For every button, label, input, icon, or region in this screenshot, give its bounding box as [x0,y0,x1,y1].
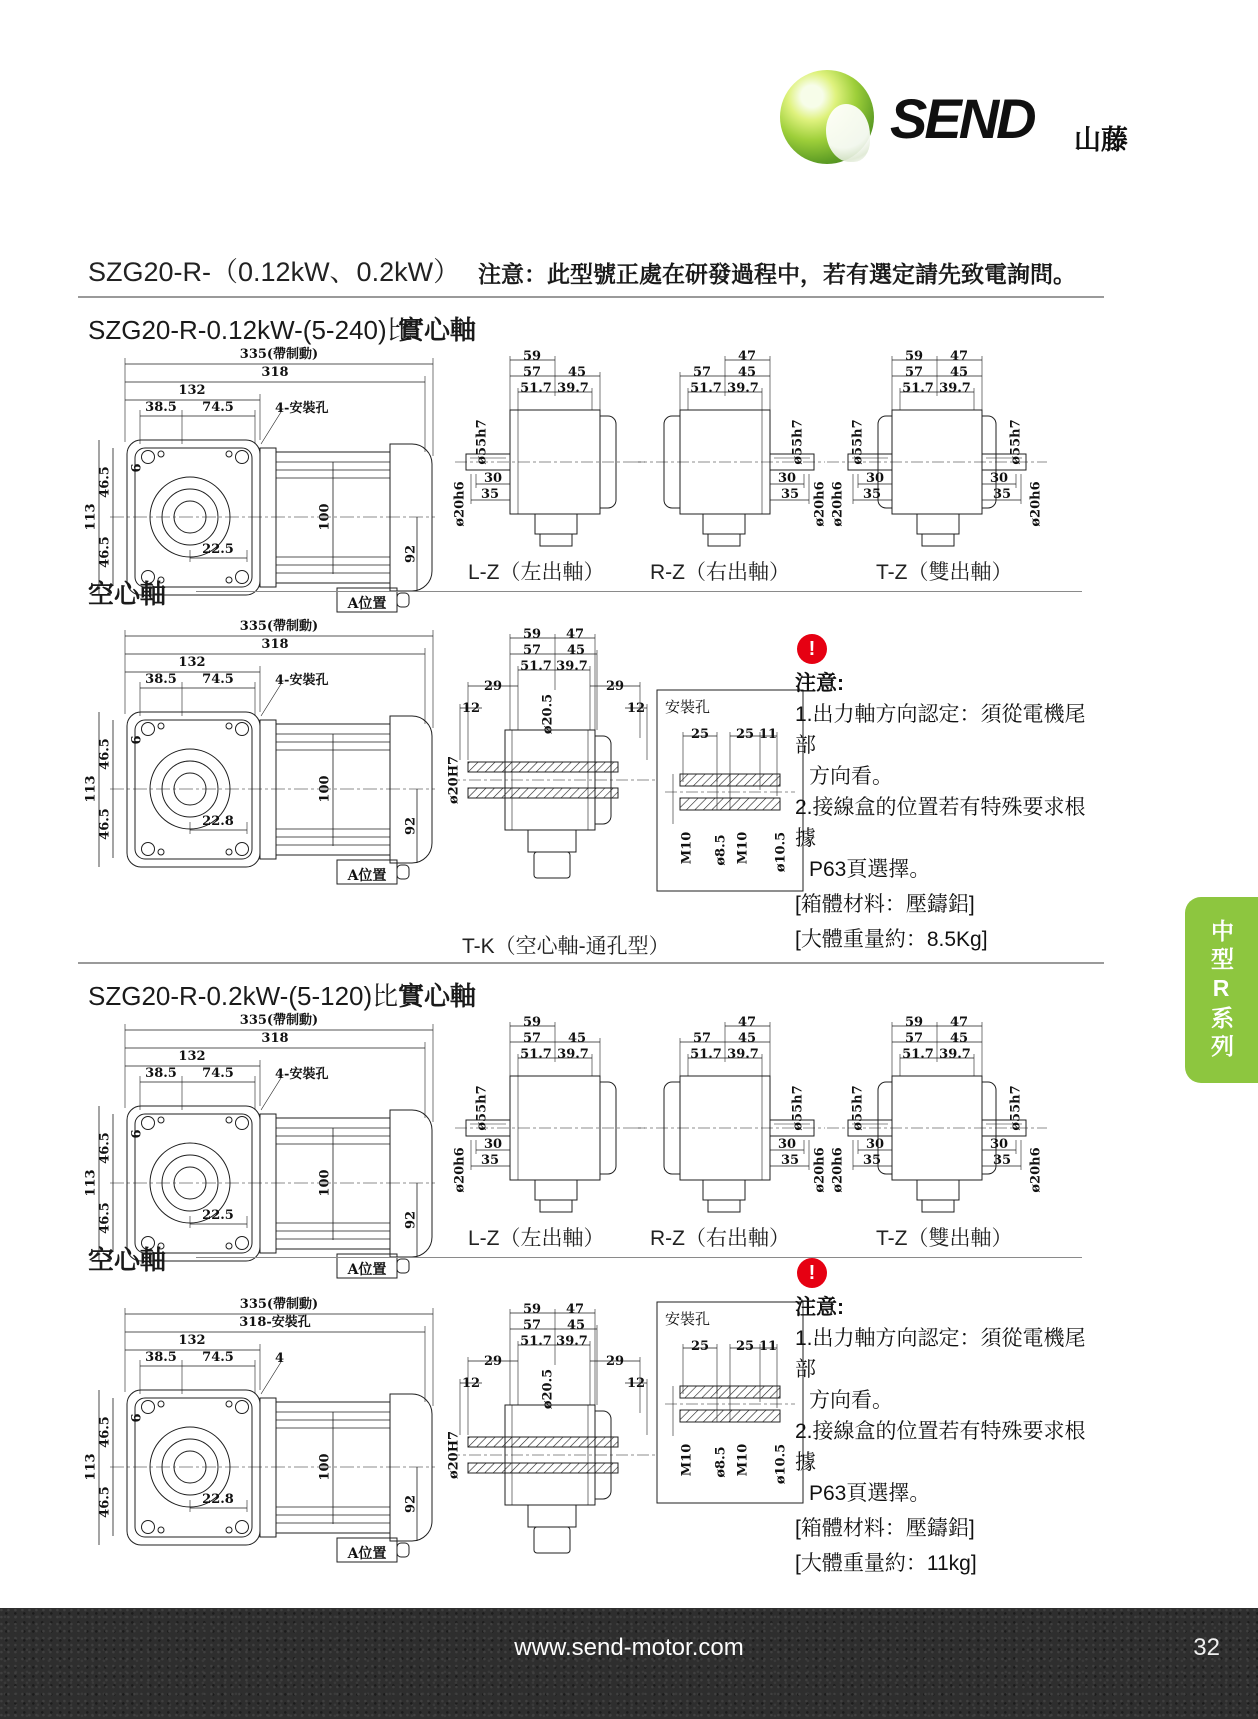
page-title: SZG20-R-（0.12kW、0.2kW） [88,257,461,287]
dim-51-7: 51.7 [520,1334,552,1349]
dim-total: 335(帶制動) [239,619,319,634]
dim-10-5: ø10.5 [773,831,789,873]
notes-line-4: P63頁選擇。 [809,1482,931,1505]
dim-m10-b: M10 [735,1443,751,1477]
dim-57: 57 [522,365,542,380]
brand-text-cn: 山藤 [1074,125,1128,155]
front-view-hollow-1 [83,619,440,887]
dim-57: 57 [904,1031,924,1046]
rz-label: R-Z（右出軸） [650,1227,790,1250]
dim-shaft-dia: ø55h7 [474,419,490,465]
dim-m10-b: M10 [735,831,751,865]
dim-mount-holes: 4-安裝孔 [275,673,329,688]
rz-view-1 [630,349,830,552]
dim-45: 45 [737,1031,757,1046]
dim-8-5: ø8.5 [713,1446,729,1478]
dim-45: 45 [566,1318,586,1333]
dim-m10-a: M10 [679,831,695,865]
dim-center: 22.8 [202,814,234,829]
dim-bore-dia-right: ø20h6 [1028,481,1044,527]
dim-12-right: 12 [626,1376,646,1391]
tk-drawing [440,627,670,910]
dim-59: 59 [522,1015,542,1030]
front-view-drawing [85,619,440,887]
dim-length: 318-安裝孔 [239,1315,311,1330]
dim-29-left: 29 [483,1354,503,1369]
tz-label: T-Z（雙出軸） [876,1227,1013,1250]
dim-motor-height: 100 [317,1453,333,1481]
dim-center: 22.8 [202,1492,234,1507]
dim-51-7: 51.7 [902,1047,934,1062]
dim-57: 57 [692,1031,712,1046]
notes-block-1 [795,668,1095,955]
section-1-title: SZG20-R-0.12kW-(5-240)比 [88,315,413,345]
dim-46-5-lower: 46.5 [97,1202,113,1234]
dim-width: 132 [178,383,206,398]
dim-bore-dia-right: ø20h6 [1028,1147,1044,1193]
dim-39-7: 39.7 [556,1334,588,1349]
dim-29-right: 29 [605,679,625,694]
brand-text: SEND [890,87,1034,150]
notes-line-3: 2.接線盒的位置若有特殊要求根據 [795,1420,1086,1474]
dim-total: 335(帶制動) [239,347,319,362]
mount-hole-box-2 [655,1300,805,1505]
lz-label: L-Z（左出軸） [468,561,605,584]
page-footer [0,1608,1258,1719]
divider [78,296,1104,298]
dim-m10-a: M10 [679,1443,695,1477]
page-number: 32 [1193,1634,1220,1661]
dim-38-5: 38.5 [145,1066,177,1081]
dim-6: 6 [129,463,145,473]
hollow-axis-label-2: 空心軸 [88,1245,167,1275]
rz-view-2 [630,1015,830,1218]
mount-box-title: 安裝孔 [665,699,711,716]
dim-total: 335(帶制動) [239,1297,319,1312]
tz-view-2 [822,1015,1052,1218]
dim-38-5: 38.5 [145,400,177,415]
notes-line-2: 方向看。 [809,765,893,788]
notes-title: 注意: [795,1296,844,1319]
hollow-axis-label-1: 空心軸 [88,579,167,609]
dim-motor-depth: 92 [403,1494,419,1514]
notes-line-3: 2.接線盒的位置若有特殊要求根據 [795,796,1086,850]
dim-width: 132 [178,1333,206,1348]
dim-39-7: 39.7 [556,659,588,674]
dim-length: 318 [261,365,289,380]
dim-6: 6 [129,1413,145,1423]
dim-bore-dia: ø20h6 [452,481,468,527]
dim-6: 6 [129,1129,145,1139]
dim-29-left: 29 [483,679,503,694]
dim-59: 59 [522,627,542,642]
front-view-drawing [85,1297,440,1565]
dim-30-right: 30 [989,1137,1009,1152]
mount-box-title: 安裝孔 [665,1311,711,1328]
dim-10-5: ø10.5 [773,1443,789,1485]
dim-30-right: 30 [989,471,1009,486]
dim-mount-holes: 4 [275,1351,285,1366]
dim-motor-depth: 92 [403,816,419,836]
dim-38-5: 38.5 [145,1350,177,1365]
logo-sphere-icon [780,70,874,164]
dim-width: 132 [178,1049,206,1064]
dim-bore-dia: ø20h6 [452,1147,468,1193]
dim-46-5-upper: 46.5 [97,738,113,770]
dim-35-right: 35 [992,487,1012,502]
dim-motor-height: 100 [317,775,333,803]
tz-label: T-Z（雙出軸） [876,561,1013,584]
dim-hole: ø20H7 [446,1430,462,1480]
dim-25-b: 25 [735,1339,755,1354]
dim-motor-height: 100 [317,1169,333,1197]
dim-8-5: ø8.5 [713,834,729,866]
dim-11: 11 [758,727,778,742]
notes-material: [箱體材料：壓鑄鋁] [795,1517,975,1540]
dim-46-5-lower: 46.5 [97,536,113,568]
dim-51-7: 51.7 [520,381,552,396]
dim-shaft-dia: ø55h7 [474,1085,490,1131]
dim-47: 47 [565,1302,585,1317]
dim-74-5: 74.5 [202,1350,234,1365]
dim-45: 45 [566,643,586,658]
dim-30: 30 [777,471,797,486]
dim-height: 113 [83,1169,99,1197]
dim-45: 45 [949,365,969,380]
dim-bore-dia-left: ø20h6 [830,1147,846,1193]
dim-39-7: 39.7 [557,1047,589,1062]
dim-57: 57 [692,365,712,380]
section-2-solid-label: 實心軸 [398,981,477,1011]
website-url: www.send-motor.com [514,1634,744,1661]
dim-35-left: 35 [862,487,882,502]
notes-line-2: 方向看。 [809,1389,893,1412]
dim-35-left: 35 [862,1153,882,1168]
series-side-tab [1185,897,1258,1083]
dim-39-7: 39.7 [727,381,759,396]
dim-59: 59 [904,349,924,364]
dim-height: 113 [83,775,99,803]
dim-length: 318 [261,637,289,652]
dim-6: 6 [129,735,145,745]
divider [196,1257,1082,1258]
dim-shaft-dia: ø55h7 [790,419,806,465]
dim-12-left: 12 [461,1376,481,1391]
a-position-label: A位置 [347,1546,387,1562]
dim-length: 318 [261,1031,289,1046]
tz-view-1 [822,349,1052,552]
dim-bore: ø20.5 [540,1368,556,1410]
dim-57: 57 [904,365,924,380]
dim-74-5: 74.5 [202,400,234,415]
dim-74-5: 74.5 [202,1066,234,1081]
lz-view-1 [450,349,650,552]
dim-11: 11 [758,1339,778,1354]
section-1-solid-label: 實心軸 [398,315,477,345]
dim-bore-dia: ø20h6 [812,1147,828,1193]
dim-25-a: 25 [690,727,710,742]
dim-motor-height: 100 [317,503,333,531]
dim-47: 47 [737,1015,757,1030]
front-view-hollow-2 [83,1297,440,1565]
dim-45: 45 [567,1031,587,1046]
notes-weight: [大體重量約：11kg] [795,1552,977,1575]
dim-46-5-lower: 46.5 [97,808,113,840]
dev-note: 注意：此型號正處在研發過程中，若有選定請先致電詢問。 [478,261,1076,287]
dim-57: 57 [522,643,542,658]
dim-39-7: 39.7 [557,381,589,396]
dim-39-7: 39.7 [939,1047,971,1062]
dim-29-right: 29 [605,1354,625,1369]
dim-height: 113 [83,503,99,531]
dim-bore: ø20.5 [540,693,556,735]
dim-hole: ø20H7 [446,755,462,805]
dim-57: 57 [522,1031,542,1046]
dim-45: 45 [949,1031,969,1046]
dim-width: 132 [178,655,206,670]
dim-shaft-dia-right: ø55h7 [1008,419,1024,465]
dim-35: 35 [780,1153,800,1168]
dim-35: 35 [780,487,800,502]
dim-39-7: 39.7 [939,381,971,396]
notes-material: [箱體材料：壓鑄鋁] [795,893,975,916]
dim-motor-depth: 92 [403,544,419,564]
dim-59: 59 [522,1302,542,1317]
dim-38-5: 38.5 [145,672,177,687]
dim-47: 47 [949,1015,969,1030]
divider [196,591,1082,592]
series-side-tab-label: 中型R系列 [1208,918,1234,1062]
rz-label: R-Z（右出軸） [650,561,790,584]
dim-shaft-dia-left: ø55h7 [850,1085,866,1131]
notes-line-1: 1.出力軸方向認定：須從電機尾部 [795,703,1086,757]
tk-view-1 [440,627,670,910]
dim-46-5-upper: 46.5 [97,466,113,498]
dim-46-5-upper: 46.5 [97,1132,113,1164]
dim-bore-dia: ø20h6 [812,481,828,527]
dim-45: 45 [567,365,587,380]
lz-view-2 [450,1015,650,1218]
dim-25-a: 25 [690,1339,710,1354]
dim-47: 47 [737,349,757,364]
dim-total: 335(帶制動) [239,1013,319,1028]
dim-30-left: 30 [865,471,885,486]
dim-30: 30 [777,1137,797,1152]
dim-shaft-dia-right: ø55h7 [1008,1085,1024,1131]
tk-view-2 [440,1302,670,1585]
section-2-title: SZG20-R-0.2kW-(5-120)比 [88,981,399,1011]
notes-title: 注意: [795,672,844,695]
dim-shaft-dia: ø55h7 [790,1085,806,1131]
dim-51-7: 51.7 [690,1047,722,1062]
dim-35: 35 [480,1153,500,1168]
dim-35: 35 [480,487,500,502]
dim-motor-depth: 92 [403,1210,419,1230]
dim-51-7: 51.7 [690,381,722,396]
dim-59: 59 [522,349,542,364]
a-position-label: A位置 [347,596,387,612]
dim-30: 30 [483,1137,503,1152]
dim-shaft-dia-left: ø55h7 [850,419,866,465]
alert-icon: ! [797,1258,827,1288]
logo [722,66,1132,172]
mount-hole-box-1 [655,688,805,893]
divider [78,962,1104,964]
alert-icon: ! [797,634,827,664]
dim-45: 45 [737,365,757,380]
dim-59: 59 [904,1015,924,1030]
dim-25-b: 25 [735,727,755,742]
dim-12-right: 12 [626,701,646,716]
dim-12-left: 12 [461,701,481,716]
dim-47: 47 [565,627,585,642]
notes-line-4: P63頁選擇。 [809,858,931,881]
dim-57: 57 [522,1318,542,1333]
a-position-label: A位置 [347,1262,387,1278]
dim-51-7: 51.7 [520,659,552,674]
dim-46-5-lower: 46.5 [97,1486,113,1518]
dim-51-7: 51.7 [520,1047,552,1062]
dim-center: 22.5 [202,542,234,557]
dim-39-7: 39.7 [727,1047,759,1062]
lz-label: L-Z（左出軸） [468,1227,605,1250]
dim-mount-holes: 4-安裝孔 [275,401,329,416]
dim-46-5-upper: 46.5 [97,1416,113,1448]
notes-block-2 [795,1292,1095,1579]
a-position-label: A位置 [347,868,387,884]
dim-height: 113 [83,1453,99,1481]
dim-47: 47 [949,349,969,364]
dim-bore-dia-left: ø20h6 [830,481,846,527]
tk-label: T-K（空心軸-通孔型） [462,935,670,958]
dim-center: 22.5 [202,1208,234,1223]
notes-weight: [大體重量約：8.5Kg] [795,928,988,951]
dim-30: 30 [483,471,503,486]
dim-30-left: 30 [865,1137,885,1152]
tk-drawing [440,1302,670,1585]
dim-51-7: 51.7 [902,381,934,396]
dim-74-5: 74.5 [202,672,234,687]
dim-35-right: 35 [992,1153,1012,1168]
notes-line-1: 1.出力軸方向認定：須從電機尾部 [795,1327,1086,1381]
dim-mount-holes: 4-安裝孔 [275,1067,329,1082]
